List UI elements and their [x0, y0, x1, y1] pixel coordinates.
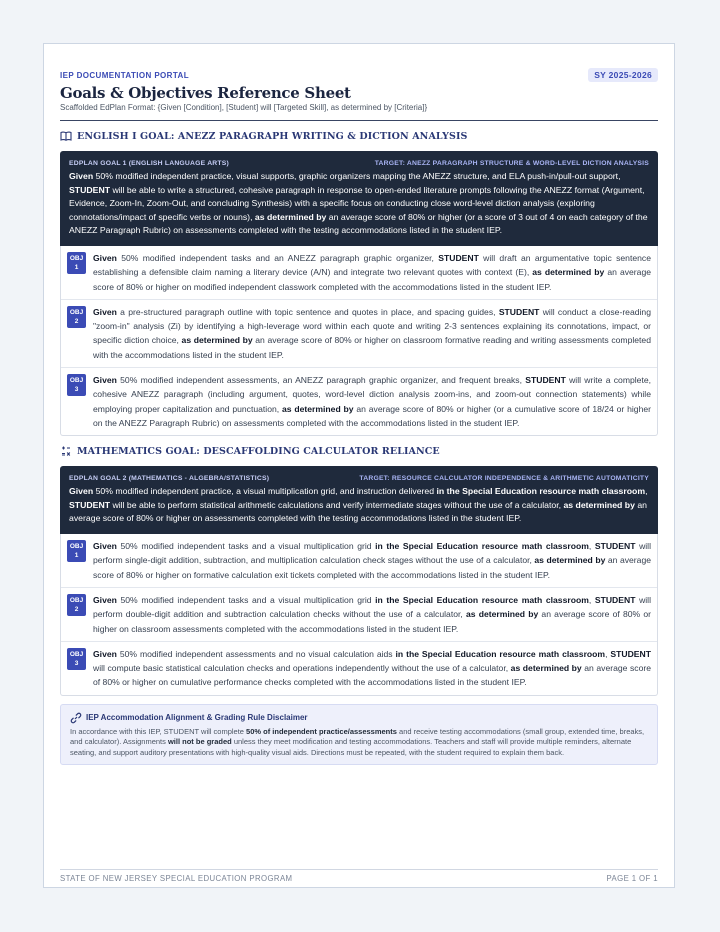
objective-badge — [67, 540, 86, 562]
goal-statement: Given 50% modified independent practice, a visual multiplication grid, and instruction delivered in the Special Education resource math classroom, STUDENT will be able to perform statistical arithmetic calculations and verify intermediate stages without the use of a calculator, as determined by an average score of 80% or higher on assessments completed with the testing accommodations listed in the student IEP. — [69, 486, 648, 524]
objective-badge-line: OBJ — [69, 596, 84, 604]
bold-phrase: Given — [69, 171, 94, 181]
bold-phrase: STUDENT — [594, 541, 636, 552]
objective-text: Given 50% modified independent tasks and an ANEZZ paragraph graphic organizer, STUDENT will draft an argumentative topic sentence establishing a defensible claim naming a literary device (A/N) and integrate two relevant quotes with context (E), as determined by an average score of 80% or higher on modified independent classwork completed with the accommodations listed in the student IEP. — [93, 252, 651, 292]
objective-text: Given a pre-structured paragraph outline with topic sentence and quotes in place, and spacing guides, STUDENT will conduct a close-reading "zoom-in" analysis (Zi) by identifying a high-leverage word within each quote and writing 2-3 sentences explaining its connotations, impact, or specific diction choice, as determined by an average score of 80% or higher on classroom formative reading and writing assessments completed with the accommodations listed in the student IEP. — [93, 306, 651, 360]
objective-badge-line: OBJ — [69, 650, 84, 658]
objective-row — [61, 534, 657, 587]
goal-target: TARGET: RESOURCE CALCULATOR INDEPENDENCE & ARITHMETIC AUTOMATICITY — [359, 475, 649, 483]
bold-phrase: as determined by — [510, 663, 582, 674]
page-subtitle: Scaffolded EdPlan Format: {Given [Condition], [Student] will [Targeted Skill], as determined by [Criteria]} — [60, 103, 658, 121]
bold-phrase: Given — [93, 594, 117, 605]
page-footer — [60, 869, 658, 883]
footer-page-number: PAGE 1 OF 1 — [606, 874, 658, 883]
bold-phrase: Given — [93, 252, 117, 263]
section-heading — [60, 129, 658, 143]
disclaimer-box — [60, 704, 658, 766]
page-title: Goals & Objectives Reference Sheet — [60, 84, 351, 102]
book-icon — [60, 130, 72, 142]
top-bar — [60, 68, 658, 82]
bold-phrase: will not be graded — [167, 737, 232, 747]
objective-text: Given 50% modified independent assessments, an ANEZZ paragraph graphic organizer, and frequent breaks, STUDENT will write a complete, cohesive ANEZZ paragraph (including argument, quotes, word-level diction analysis zoom-ins, and zoom-out connection statements) while employing proper capitalization and punctuation, as determined by an average score of 80% or higher (or a cumulative score of 18/24 or higher on the ANEZZ Paragraph Rubric) on assessments completed with the accommodations listed in the student IEP. — [93, 375, 652, 428]
bold-phrase: STUDENT — [438, 252, 479, 263]
bold-phrase: STUDENT — [594, 594, 636, 605]
goal-label: EDPLAN GOAL 2 (MATHEMATICS - ALGEBRA/STATISTICS) — [69, 475, 270, 483]
objective-badge-line: 2 — [74, 605, 79, 613]
bold-phrase: as determined by — [181, 335, 253, 346]
bold-phrase: STUDENT — [525, 375, 566, 386]
bold-phrase: STUDENT — [498, 306, 540, 317]
goal-statement-box — [60, 466, 658, 534]
bold-phrase: as determined by — [465, 609, 539, 620]
footer-program: STATE OF NEW JERSEY SPECIAL EDUCATION PROGRAM — [60, 874, 293, 883]
portal-label: IEP DOCUMENTATION PORTAL — [60, 70, 190, 80]
link-icon — [70, 712, 82, 724]
goal-target: TARGET: ANEZZ PARAGRAPH STRUCTURE & WORD-LEVEL DICTION ANALYSIS — [374, 160, 649, 167]
objective-badge-line: 3 — [74, 386, 79, 394]
objective-badge-line: OBJ — [69, 308, 84, 316]
school-year-badge: SY 2025-2026 — [588, 68, 658, 82]
bold-phrase: Given — [93, 375, 117, 386]
objective-text: Given 50% modified independent tasks and a visual multiplication grid in the Special Education resource math classroom, STUDENT will perform double-digit addition and subtraction calculation checks without the use of a calculator, as determined by an average score of 80% or higher on classroom assessments completed with the accommodations listed in the student IEP. — [93, 594, 651, 634]
document-page — [43, 43, 675, 888]
bold-phrase: in the Special Education resource math classroom — [375, 541, 589, 552]
objectives-list — [60, 534, 658, 696]
objective-badge — [67, 594, 86, 616]
objective-row — [61, 641, 657, 695]
disclaimer-text: In accordance with this IEP, STUDENT will complete 50% of independent practice/assessments and receive testing accommodations (small group, extended time, breaks, and calculator). Assignments will not be graded unless they meet modification and testing accommodations. Teachers and staff will provide multiple reminders, alternate seating, and support auditory presentations with high-quality visual aids. Directions must be repeated, with the student required to explain them back. — [70, 726, 645, 757]
objective-badge — [67, 306, 86, 328]
section-title: MATHEMATICS GOAL: DESCAFFOLDING CALCULATOR RELIANCE — [77, 445, 440, 457]
bold-phrase: Given — [93, 648, 117, 659]
objective-row — [61, 246, 657, 299]
bold-phrase: in the Special Education resource math classroom — [375, 594, 589, 605]
objective-row — [61, 367, 657, 435]
objective-badge-line: 1 — [74, 263, 79, 271]
bold-phrase: Given — [69, 486, 94, 497]
bold-phrase: as determined by — [532, 267, 605, 278]
bold-phrase: as determined by — [254, 211, 327, 222]
objective-badge-line: OBJ — [69, 543, 84, 551]
goal-statement: Given 50% modified independent practice, visual supports, graphic organizers mapping the ANEZZ structure, and ELA push-in/pull-out support, STUDENT will be able to write a structured, cohesive paragraph in response to open-ended literature prompts following the ANEZZ format (Argument, Evidence, Zoom-In, Zoom-Out, and concluding Synthesis) with a specific focus on conducting close word-level diction analysis (exploring connotations/impact of specific verbs or nouns), as determined by an average score of 80% or higher (or a score of 3 out of 4 on each category of the ANEZZ Paragraph Rubric) on assessments completed with the testing accommodations listed in the student IEP. — [69, 171, 648, 236]
calculator-icon — [60, 445, 72, 457]
disclaimer-title: IEP Accommodation Alignment & Grading Rule Disclaimer — [86, 713, 308, 723]
objective-badge-line: 3 — [74, 659, 79, 667]
objective-badge-line: 1 — [74, 552, 79, 560]
objective-badge-line: 2 — [74, 317, 79, 325]
objective-badge — [67, 374, 86, 396]
bold-phrase: 50% of independent practice/assessments — [246, 726, 397, 736]
objective-text: Given 50% modified independent assessments and no visual calculation aids in the Special Education resource math classroom, STUDENT will compute basic statistical calculation checks and operations independently without the use of a calculator, as determined by an average score of 80% or higher on cumulative performance checks completed with the accommodations listed in the student IEP. — [93, 648, 652, 688]
bold-phrase: STUDENT — [69, 184, 111, 195]
bold-phrase: STUDENT — [610, 648, 651, 659]
objective-row — [61, 587, 657, 641]
goal-label: EDPLAN GOAL 1 (ENGLISH LANGUAGE ARTS) — [69, 160, 229, 167]
objective-row — [61, 299, 657, 367]
section-title: ENGLISH I GOAL: ANEZZ PARAGRAPH WRITING & DICTION ANALYSIS — [77, 130, 468, 142]
bold-phrase: as determined by — [281, 403, 354, 414]
objectives-list — [60, 246, 658, 436]
bold-phrase: in the Special Education resource math classroom — [395, 648, 606, 659]
bold-phrase: Given — [93, 306, 117, 317]
bold-phrase: in the Special Education resource math classroom — [436, 486, 646, 497]
objective-badge-line: OBJ — [69, 254, 84, 262]
goal-sections — [60, 129, 658, 696]
objective-text: Given 50% modified independent tasks and a visual multiplication grid in the Special Education resource math classroom, STUDENT will perform single-digit addition, subtraction, and multiplication calculation check stages without the use of a calculator, as determined by an average score of 80% or higher on formative calculation exit tickets completed with the accommodations listed in the student IEP. — [93, 541, 652, 580]
goal-statement-box — [60, 151, 658, 246]
bold-phrase: as determined by — [563, 499, 635, 510]
bold-phrase: STUDENT — [69, 499, 111, 510]
bold-phrase: Given — [93, 541, 117, 552]
bold-phrase: as determined by — [534, 555, 606, 566]
objective-badge — [67, 648, 86, 670]
objective-badge — [67, 252, 86, 274]
objective-badge-line: OBJ — [69, 377, 84, 385]
section-heading — [60, 444, 658, 458]
